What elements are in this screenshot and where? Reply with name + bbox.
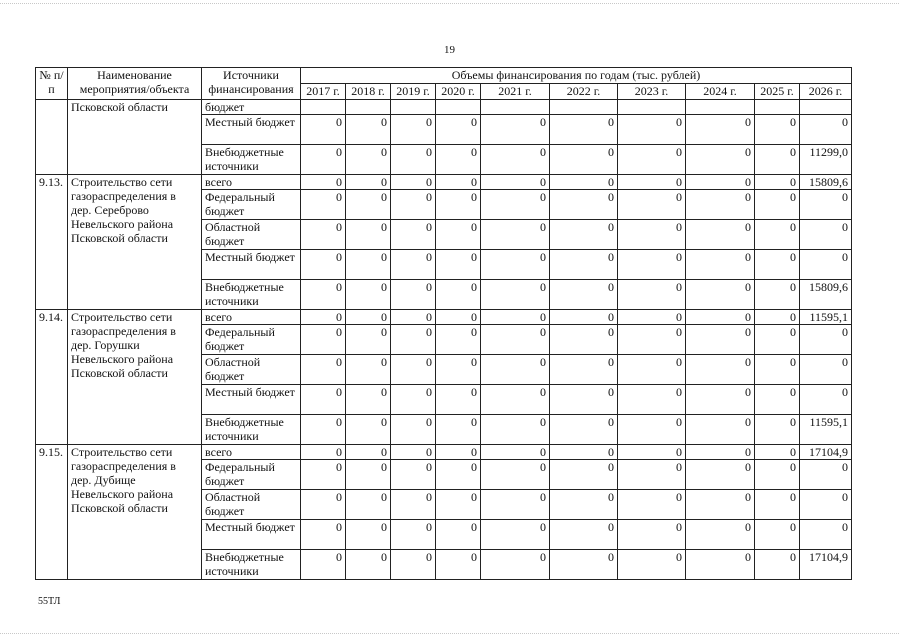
value-cell: 0: [301, 490, 346, 520]
value-cell: 0: [481, 490, 550, 520]
value-cell: 0: [436, 445, 481, 460]
value-cell: 0: [391, 550, 436, 580]
value-cell: 0: [346, 175, 391, 190]
source-cell: Федеральный бюджет: [202, 190, 301, 220]
value-cell: 0: [550, 520, 618, 550]
value-cell: 0: [481, 145, 550, 175]
value-cell: 0: [301, 385, 346, 415]
source-cell: Местный бюджет: [202, 520, 301, 550]
value-cell: 0: [755, 520, 800, 550]
item-number-cell: 9.15.: [36, 445, 68, 580]
table-row: [36, 175, 852, 190]
header-year: 2025 г.: [755, 84, 800, 100]
value-cell: 0: [755, 175, 800, 190]
value-cell: 0: [618, 460, 686, 490]
value-cell: 0: [436, 550, 481, 580]
value-cell: 0: [800, 190, 852, 220]
value-cell: [481, 100, 550, 115]
value-cell: 0: [686, 385, 755, 415]
value-cell: 0: [301, 445, 346, 460]
header-year: 2022 г.: [550, 84, 618, 100]
value-cell: 0: [301, 220, 346, 250]
header-volumes: Объемы финансирования по годам (тыс. рублей): [301, 68, 852, 84]
value-cell: 0: [550, 490, 618, 520]
value-cell: 0: [686, 520, 755, 550]
item-name-cell: Псковской области: [68, 100, 202, 175]
value-cell: 0: [481, 280, 550, 310]
value-cell: 0: [346, 280, 391, 310]
value-cell: 0: [550, 355, 618, 385]
value-cell: 0: [755, 325, 800, 355]
value-cell: 0: [618, 115, 686, 145]
value-cell: 0: [301, 325, 346, 355]
value-cell: 0: [346, 115, 391, 145]
value-cell: 0: [391, 445, 436, 460]
value-cell: 0: [391, 460, 436, 490]
value-cell: 0: [436, 250, 481, 280]
value-cell: 0: [301, 310, 346, 325]
item-name-cell: Строительство сети газораспределения в дер. Сереброво Невельского района Псковской области: [68, 175, 202, 310]
header-number: № п/п: [36, 68, 68, 100]
value-cell: 0: [550, 385, 618, 415]
value-cell: 17104,9: [800, 445, 852, 460]
value-cell: 0: [686, 220, 755, 250]
value-cell: 0: [481, 385, 550, 415]
value-cell: 0: [618, 280, 686, 310]
value-cell: 0: [618, 220, 686, 250]
value-cell: 0: [550, 550, 618, 580]
value-cell: 0: [301, 115, 346, 145]
table-row: [36, 100, 852, 115]
value-cell: [391, 100, 436, 115]
header-year: 2021 г.: [481, 84, 550, 100]
value-cell: 0: [800, 460, 852, 490]
value-cell: 0: [346, 520, 391, 550]
value-cell: 0: [800, 325, 852, 355]
value-cell: 0: [481, 520, 550, 550]
value-cell: 0: [550, 325, 618, 355]
value-cell: 0: [481, 460, 550, 490]
value-cell: 0: [550, 310, 618, 325]
scan-edge-bottom: [0, 633, 899, 635]
value-cell: 0: [550, 220, 618, 250]
item-number-cell: 9.13.: [36, 175, 68, 310]
value-cell: 0: [755, 220, 800, 250]
value-cell: 0: [346, 250, 391, 280]
header-year: 2017 г.: [301, 84, 346, 100]
value-cell: 0: [436, 115, 481, 145]
value-cell: 0: [391, 220, 436, 250]
value-cell: [550, 100, 618, 115]
value-cell: 0: [436, 280, 481, 310]
value-cell: 0: [346, 385, 391, 415]
value-cell: 0: [346, 415, 391, 445]
value-cell: 0: [301, 175, 346, 190]
value-cell: 0: [301, 280, 346, 310]
value-cell: 0: [391, 175, 436, 190]
value-cell: 0: [800, 520, 852, 550]
value-cell: 0: [391, 385, 436, 415]
value-cell: 0: [686, 190, 755, 220]
value-cell: 0: [618, 445, 686, 460]
value-cell: 0: [800, 490, 852, 520]
value-cell: 0: [618, 520, 686, 550]
value-cell: 0: [686, 355, 755, 385]
table-row: [36, 310, 852, 325]
value-cell: 0: [436, 520, 481, 550]
value-cell: 0: [618, 145, 686, 175]
value-cell: 0: [686, 250, 755, 280]
value-cell: 0: [481, 550, 550, 580]
value-cell: 0: [301, 250, 346, 280]
value-cell: 0: [481, 175, 550, 190]
value-cell: 0: [391, 280, 436, 310]
source-cell: Областной бюджет: [202, 355, 301, 385]
value-cell: 0: [686, 115, 755, 145]
source-cell: всего: [202, 445, 301, 460]
value-cell: 0: [618, 415, 686, 445]
value-cell: 0: [800, 355, 852, 385]
source-cell: Областной бюджет: [202, 220, 301, 250]
item-name-cell: Строительство сети газораспределения в дер. Горушки Невельского района Псковской области: [68, 310, 202, 445]
value-cell: 0: [686, 445, 755, 460]
value-cell: 0: [755, 550, 800, 580]
value-cell: 15809,6: [800, 175, 852, 190]
value-cell: 0: [346, 355, 391, 385]
value-cell: 0: [436, 490, 481, 520]
value-cell: 0: [301, 460, 346, 490]
value-cell: 0: [755, 280, 800, 310]
value-cell: 0: [391, 490, 436, 520]
document-code: 55ТЛ: [38, 596, 61, 607]
value-cell: 15809,6: [800, 280, 852, 310]
value-cell: [618, 100, 686, 115]
page-number: 19: [444, 44, 455, 56]
value-cell: 0: [346, 310, 391, 325]
source-cell: Местный бюджет: [202, 115, 301, 145]
header-year: 2026 г.: [800, 84, 852, 100]
value-cell: 0: [686, 415, 755, 445]
value-cell: 0: [301, 520, 346, 550]
value-cell: 0: [301, 415, 346, 445]
source-cell: бюджет: [202, 100, 301, 115]
value-cell: 0: [618, 175, 686, 190]
source-cell: всего: [202, 310, 301, 325]
value-cell: [346, 100, 391, 115]
scan-edge-top: [0, 3, 899, 5]
value-cell: 0: [550, 280, 618, 310]
source-cell: Местный бюджет: [202, 385, 301, 415]
value-cell: 0: [391, 355, 436, 385]
value-cell: 0: [800, 220, 852, 250]
source-cell: Внебюджетные источники: [202, 280, 301, 310]
value-cell: 0: [618, 490, 686, 520]
value-cell: 0: [436, 310, 481, 325]
item-number-cell: 9.14.: [36, 310, 68, 445]
value-cell: 0: [755, 145, 800, 175]
value-cell: 11595,1: [800, 415, 852, 445]
value-cell: 0: [755, 115, 800, 145]
value-cell: [686, 100, 755, 115]
value-cell: 0: [481, 220, 550, 250]
value-cell: 0: [481, 250, 550, 280]
value-cell: 0: [755, 385, 800, 415]
value-cell: 0: [301, 550, 346, 580]
source-cell: Внебюджетные источники: [202, 145, 301, 175]
value-cell: 0: [755, 445, 800, 460]
value-cell: 0: [481, 445, 550, 460]
source-cell: Внебюджетные источники: [202, 415, 301, 445]
value-cell: 0: [346, 490, 391, 520]
value-cell: 0: [391, 520, 436, 550]
value-cell: 0: [800, 385, 852, 415]
value-cell: 0: [618, 355, 686, 385]
value-cell: 0: [346, 550, 391, 580]
header-year: 2020 г.: [436, 84, 481, 100]
value-cell: 0: [755, 490, 800, 520]
value-cell: 0: [550, 190, 618, 220]
value-cell: 0: [301, 145, 346, 175]
source-cell: Федеральный бюджет: [202, 460, 301, 490]
value-cell: 0: [550, 145, 618, 175]
value-cell: 0: [618, 385, 686, 415]
value-cell: 0: [550, 415, 618, 445]
value-cell: 0: [481, 115, 550, 145]
item-number-cell: [36, 100, 68, 175]
table-row: [36, 445, 852, 460]
value-cell: 0: [686, 460, 755, 490]
header-name: Наименование мероприятия/объекта: [68, 68, 202, 100]
value-cell: 0: [301, 190, 346, 220]
value-cell: 0: [346, 190, 391, 220]
value-cell: 0: [481, 190, 550, 220]
value-cell: 0: [755, 190, 800, 220]
value-cell: 0: [481, 310, 550, 325]
value-cell: 0: [346, 445, 391, 460]
value-cell: 0: [481, 355, 550, 385]
value-cell: 0: [686, 550, 755, 580]
value-cell: 0: [391, 310, 436, 325]
value-cell: 0: [391, 325, 436, 355]
value-cell: 17104,9: [800, 550, 852, 580]
value-cell: 0: [686, 280, 755, 310]
value-cell: 0: [618, 550, 686, 580]
value-cell: 0: [618, 310, 686, 325]
value-cell: 0: [481, 415, 550, 445]
value-cell: 0: [800, 250, 852, 280]
value-cell: 0: [481, 325, 550, 355]
value-cell: 0: [550, 175, 618, 190]
value-cell: 0: [436, 325, 481, 355]
source-cell: Внебюджетные источники: [202, 550, 301, 580]
header-year: 2018 г.: [346, 84, 391, 100]
value-cell: 0: [436, 460, 481, 490]
value-cell: 0: [686, 310, 755, 325]
value-cell: 0: [755, 415, 800, 445]
value-cell: 0: [391, 250, 436, 280]
value-cell: [800, 100, 852, 115]
value-cell: 0: [391, 190, 436, 220]
value-cell: 0: [391, 145, 436, 175]
item-name-cell: Строительство сети газораспределения в дер. Дубище Невельского района Псковской области: [68, 445, 202, 580]
value-cell: 0: [436, 145, 481, 175]
value-cell: 0: [550, 460, 618, 490]
value-cell: 0: [436, 220, 481, 250]
value-cell: 0: [391, 115, 436, 145]
header-year: 2019 г.: [391, 84, 436, 100]
value-cell: 11595,1: [800, 310, 852, 325]
source-cell: Местный бюджет: [202, 250, 301, 280]
value-cell: 11299,0: [800, 145, 852, 175]
value-cell: 0: [800, 115, 852, 145]
header-year: 2024 г.: [686, 84, 755, 100]
source-cell: всего: [202, 175, 301, 190]
source-cell: Федеральный бюджет: [202, 325, 301, 355]
value-cell: 0: [686, 490, 755, 520]
header-year: 2023 г.: [618, 84, 686, 100]
header-source: Источники финансирования: [202, 68, 301, 100]
value-cell: 0: [550, 250, 618, 280]
value-cell: 0: [686, 145, 755, 175]
value-cell: 0: [436, 355, 481, 385]
value-cell: 0: [618, 325, 686, 355]
value-cell: 0: [755, 460, 800, 490]
value-cell: 0: [346, 325, 391, 355]
value-cell: 0: [618, 190, 686, 220]
value-cell: 0: [391, 415, 436, 445]
value-cell: 0: [755, 310, 800, 325]
financing-table: [35, 67, 852, 580]
value-cell: 0: [618, 250, 686, 280]
value-cell: 0: [550, 115, 618, 145]
value-cell: 0: [550, 445, 618, 460]
value-cell: [301, 100, 346, 115]
value-cell: 0: [346, 460, 391, 490]
value-cell: 0: [686, 175, 755, 190]
value-cell: 0: [436, 415, 481, 445]
value-cell: [436, 100, 481, 115]
value-cell: 0: [755, 355, 800, 385]
value-cell: 0: [301, 355, 346, 385]
value-cell: [755, 100, 800, 115]
source-cell: Областной бюджет: [202, 490, 301, 520]
value-cell: 0: [346, 145, 391, 175]
value-cell: 0: [436, 385, 481, 415]
value-cell: 0: [755, 250, 800, 280]
value-cell: 0: [346, 220, 391, 250]
value-cell: 0: [686, 325, 755, 355]
value-cell: 0: [436, 190, 481, 220]
value-cell: 0: [436, 175, 481, 190]
